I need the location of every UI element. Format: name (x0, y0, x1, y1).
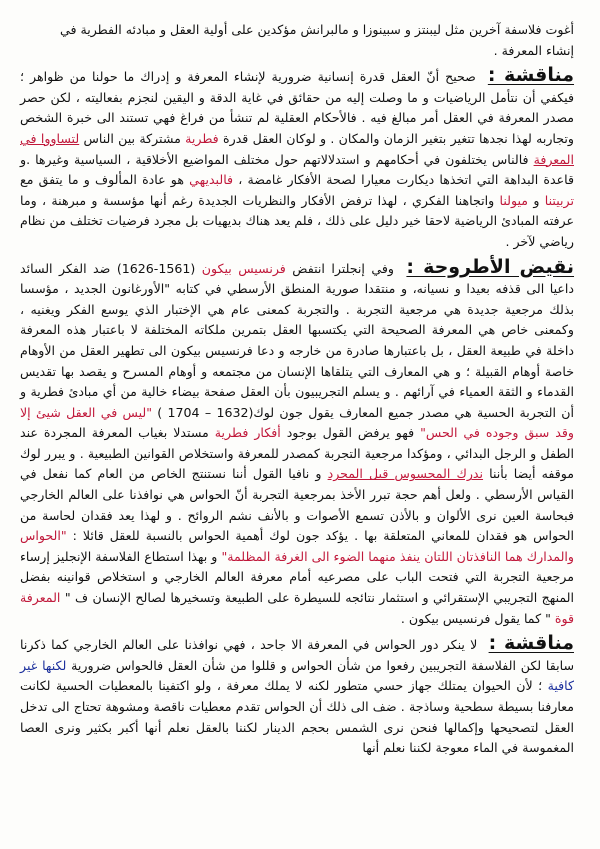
highlight-bacon: فرنسيس بيكون (201, 260, 286, 276)
highlight-knowledge-power: المعرفة قوة (20, 590, 574, 626)
discussion-1-text-e: و (528, 192, 545, 208)
highlight-tasawaw: لتساووا في المعرفة (20, 130, 574, 167)
discussion-1-text-b: مشتركة بين الناس (79, 130, 186, 146)
discussion-1-text-f: واتجاهنا الفكري ، لهذا ترفض الأفكار والنظريات الجديدة رغم أنها مؤسسة و مبرهنة ، وما عرفته المبادئ الرياضية لاحقا خير دليل على ذلك ، فلم يعد هناك بديهيات بل مجرد فرضيات تختلف من نظام رياضي لآخر . (20, 192, 574, 249)
highlight-windows-quote: "الحواس والمدارك هما النافذتان اللتان ينفذ منهما الضوء الى الغرفة المظلمة" (20, 528, 574, 564)
intro-line-1: أغوت فلاسفة آخرين مثل ليبنتز و سبينوزا و مالبرانش مؤكدين على أولية العقل و مبادئه الفطرية في (59, 22, 574, 37)
highlight-fitriya: فطرية (185, 130, 219, 146)
discussion-1-text-d: هو عادة المألوف و ما يتفق مع (20, 172, 190, 188)
antithesis-heading: نقيض الأطروحة : (406, 255, 575, 278)
highlight-badihi: فالبديهي (189, 172, 234, 188)
antithesis-text-a: وفي إنجلترا انتفض (285, 260, 401, 276)
highlight-bacon-dates: (1561-1626) (116, 260, 202, 276)
discussion-2-heading: مناقشة : (488, 632, 574, 655)
discussion-1-paragraph (20, 65, 574, 252)
discussion-1-heading: مناقشة : (487, 64, 575, 87)
highlight-perceive-sensible: ندرك المحسوس قبل المجرد (327, 466, 484, 482)
antithesis-text-f: و بهذا استطاع الفلاسفة الإنجليز إرساء مرجعية التجربة التي فتحت الباب على مصرعيه أمام معرفة العالم الخارجي و استخلاص قوانينه بفضل المنهج التجريبي الإستقرائي و استثمار نتائجه للسيطرة على الطبيعة وتسخيرها لصالح الإنسان ف " (20, 548, 574, 606)
highlight-not-sufficient: لكنها غير كافية (20, 657, 574, 694)
discussion-2-text-a: لا ينكر دور الحواس في المعرفة الا جاحد ، فهي نوافذنا على العالم الخارجي كما ذكرنا سابقا لكن الفلاسفة التجريبين رفعوا من شأن الحواس و قللوا من شأن العقل فالحواس ضرورية (20, 637, 575, 673)
intro-paragraph (20, 20, 574, 61)
discussion-1-text-a: صحيح أنّ العقل قدرة إنسانية ضرورية لإنشاء المعرفة و إدراك ما حولنا من ظواهر ؛ فيكفي أن نتأمل الرياضيات و ما وصلت إليه من حقائق في غاية الدقة و اليقين لنجزم بفعاليته ، لكن حصر مصدر المعرفة في العقل أمر مبالغ فيه . فالأحكام العقلية لم تنشأ من فراغ فهي تستند الى خبرة الشخص وتجاربه لهذا نجدها تتغير بتغير الزمان والمكان . و لوكان العقل قدرة (20, 69, 574, 146)
antithesis-text-d: مستدلا بغياب المعرفة المجردة عند الطفل و الرجل البدائي ، ومؤكدا مرجعية التجربة كمصدر للمعرفة واستخلاص القوانين الطبيعية . و يبرر لوك موقفه أيضا بأننا (20, 425, 575, 482)
highlight-locke-quote: "ليس في العقل شيئ إلا وقد سبق وجوده في الحس" (20, 404, 575, 441)
discussion-1-text-c: فالناس يختلفون في أحكامهم و استدلالاتهم حول مختلف المواضيع الأخلاقية ، السياسية وغيرها .و قاعدة البداهة التي اتخذها ديكارت معيارا لصحة الأفكار غامضة ، (20, 151, 574, 188)
highlight-innate-ideas: أفكار فطرية (214, 425, 281, 441)
highlight-muyul: ميولنا (499, 192, 529, 208)
antithesis-text-e: و نافيا القول أننا نستنتج الخاص من العام كما نفعل في القياس الأرسطي . ولعل أهم حجة تبرر الأخذ بمرجعية التجربة أنّ الحواس هي نوافذنا على العالم الخارجي فبحاسة العين نرى الألوان و بالأذن تسمع الأصوات و بالأنف نشم الروائح . و لهذا يعد فقدان لحاسة من الحواس هو فقدان للمعاني المتعلقة بها . يؤكد جون لوك أهمية الحواس بالنسبة للعقل قائلا : (20, 466, 574, 544)
highlight-tarbiya: تربيتنا (544, 192, 574, 208)
antithesis-text-b: ضد الفكر السائد داعيا الى قذفه بعيدا و نسيانه، و منتقدا صورية المنطق الأرسطي في كتابه "الأورغانون الجديد ، مؤسسا بذلك مرجعية جديدة هي مرجعية التجربة . والتجربة كمعنى عام هي الإختبار الذي يوسع الفكر ويغنيه ، وكمعنى خاص هي المعرفة الصحيحة التي يكتسبها العقل بتمرين ملكاته المختلفة لا باعتبار هذه المعرفة داخلة في طبيعة العقل ، بل باعتبارها صادرة من خارجه و دعا فرنسيس بيكون الى تطهير العقل من الأوهام خاصة أوهام القبيلة ؛ و هي المعارف التي يتلقاها الإنسان من مجتمعه و أوهام المسرح و يقصد بها تقديس القدماء و الثقة العمياء في آرائهم . و يسلم التجريبيون بأن العقل صفحة بيضاء خالية من أي مبادئ فطرية و أن التجربة الحسية هي مصدر جميع المعارف يقول جون لوك(1632 – 1704 ) (20, 260, 574, 420)
discussion-2-text-b: ؛ لأن الحيوان يمتلك جهاز حسي متطور لكنه لا يملك معرفة ، ولو اكتفينا بالمعطيات الحسية لكانت معارفنا بسيطة سطحية وساذجة . ضف الى ذلك أن الحواس تقدم معطيات ناقصة ومشوهة تحتاج الى تدخل العقل لتصحيحها وإكمالها فنحن نرى الشمس بحجم الدينار لكننا بالعقل نعلم أنها أكبر بكثير ونرى العصا المغموسة في الماء معوجة لكننا نعلم أنها (20, 678, 574, 756)
discussion-2-paragraph (20, 633, 574, 759)
antithesis-text-c: فهو يرفض القول بوجود (280, 425, 421, 441)
antithesis-paragraph (20, 257, 574, 630)
antithesis-text-g: " كما يقول فرنسيس بيكون . (400, 610, 555, 626)
intro-line-2: إنشاء المعرفة . (493, 42, 574, 58)
